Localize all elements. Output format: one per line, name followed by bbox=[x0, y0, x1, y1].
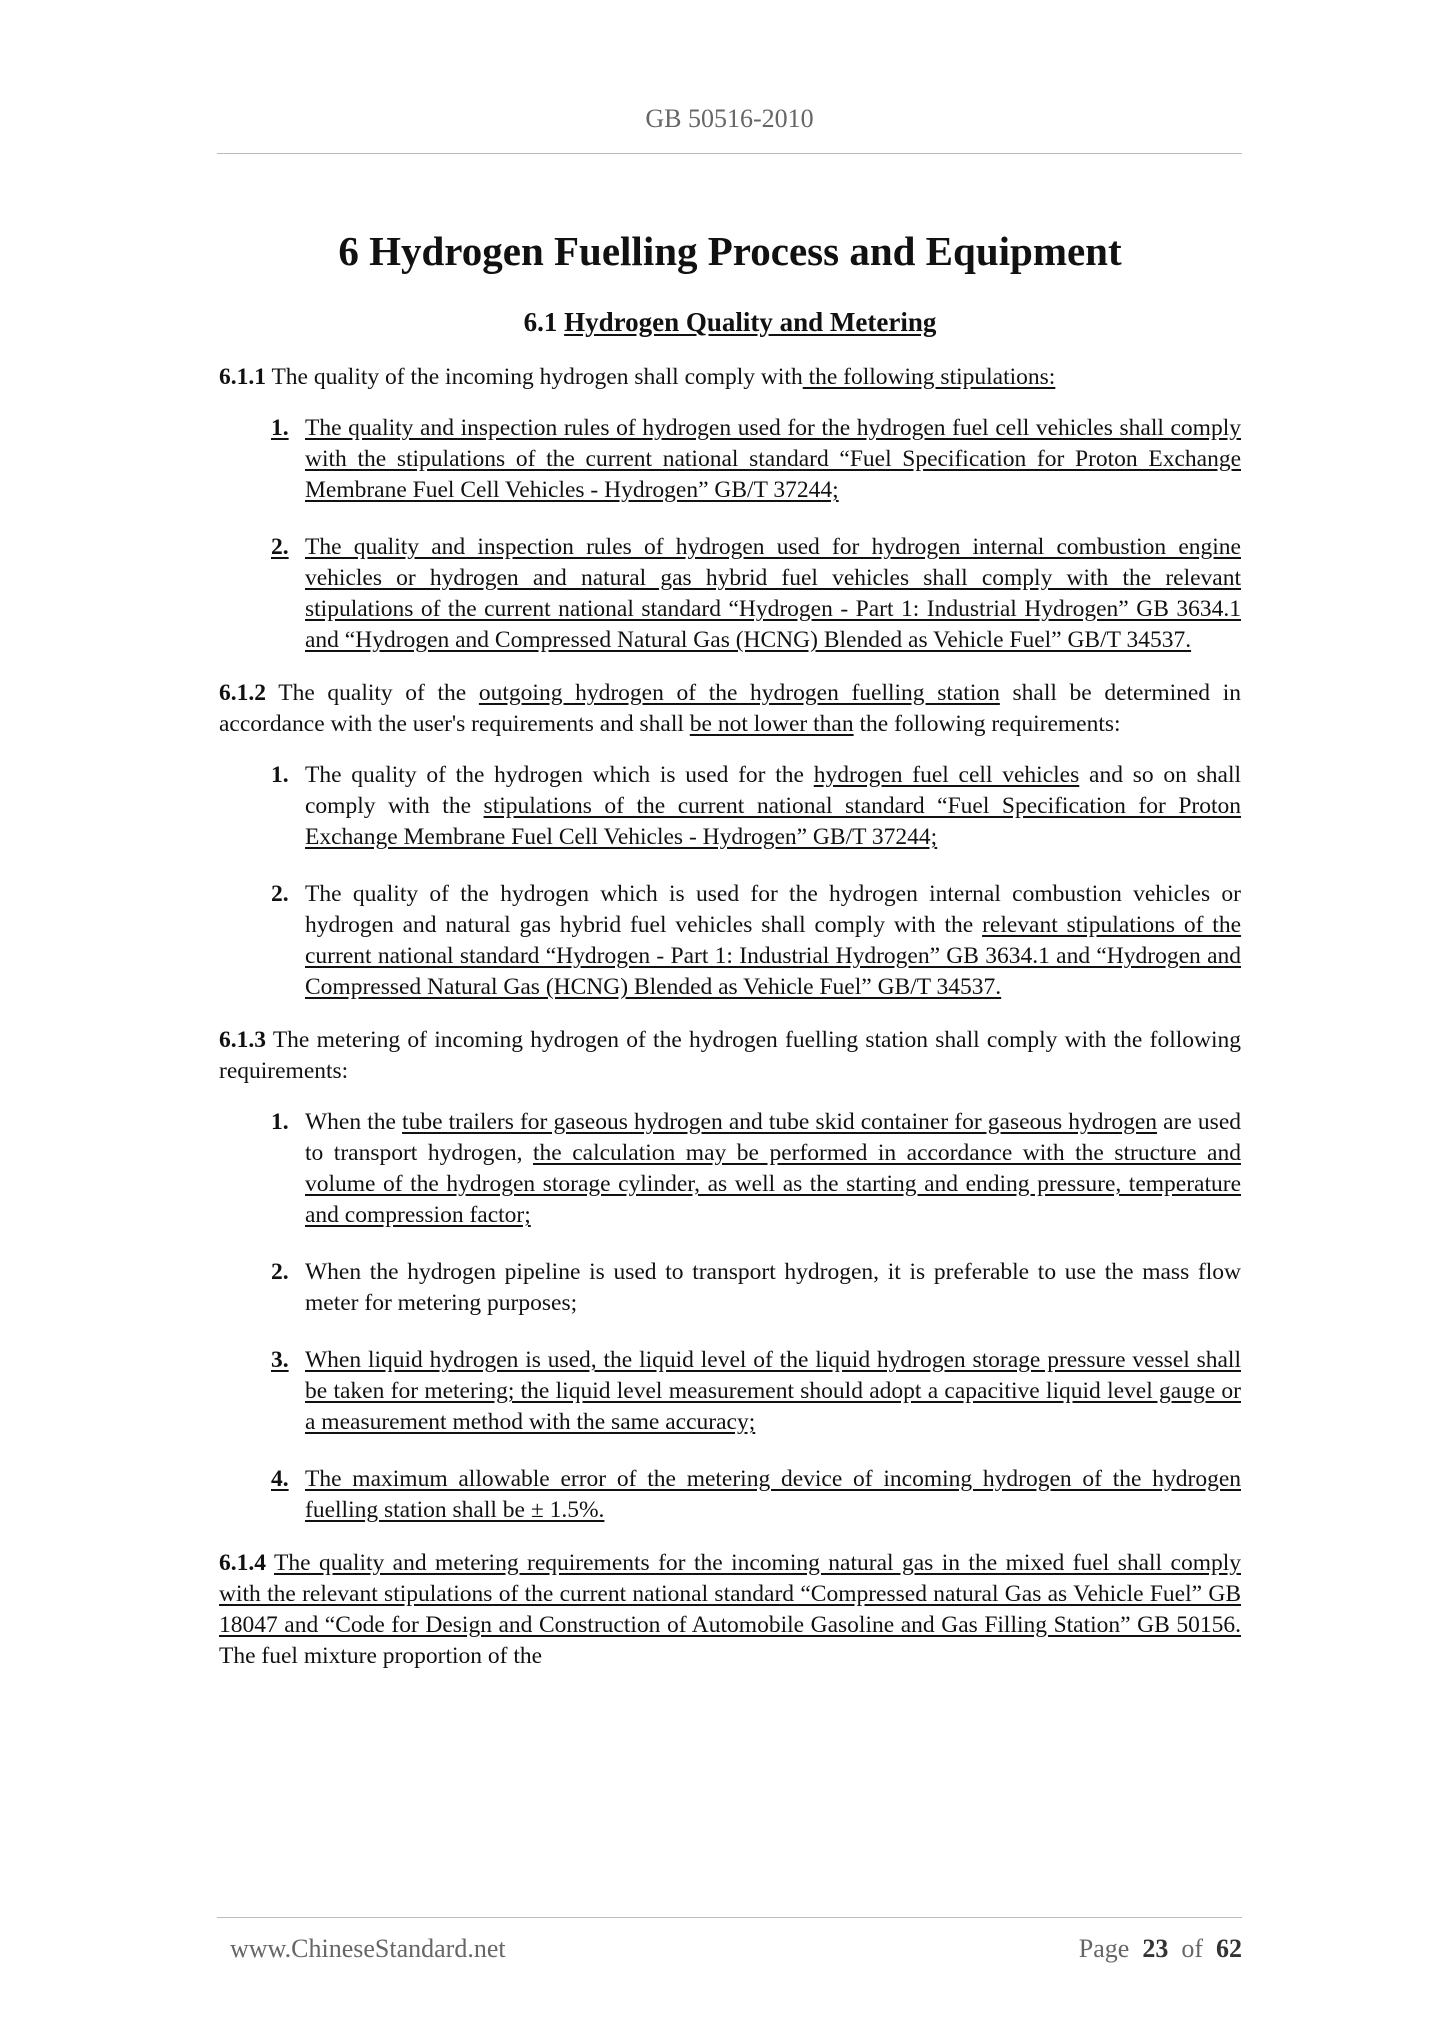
clause-6-1-2 bbox=[219, 678, 1241, 740]
clause-text: shall be determined in accordance with the user's requirements and shall bbox=[219, 680, 1241, 737]
item-number: 2. bbox=[271, 881, 289, 907]
clause-text: The quality of the bbox=[278, 680, 479, 706]
clause-6-1-3 bbox=[219, 1025, 1241, 1087]
page-content bbox=[219, 226, 1241, 1672]
item-text: When the bbox=[305, 1109, 403, 1135]
clause-text-underlined: be not lower than bbox=[689, 711, 854, 737]
footer-divider bbox=[217, 1917, 1242, 1918]
clause-text: the following requirements: bbox=[853, 711, 1121, 737]
clause-number: 6.1.4 bbox=[219, 1550, 266, 1576]
item-text: and so on shall comply with the bbox=[305, 762, 1242, 819]
item-text: The quality and inspection rules of hydrogen used for the hydrogen fuel cell vehicles shall comply with the stipulations of the current national standard “Fuel Specification for Proton Exchange Membrane Fuel Cell Vehicles - Hydrogen” GB/T 37244; bbox=[305, 415, 1241, 503]
item-text: The maximum allowable error of the metering device of incoming hydrogen of the hydrogen fuelling station shall be ± 1.5%. bbox=[305, 1466, 1241, 1523]
item-text: When liquid hydrogen is used, the liquid level of the liquid hydrogen storage pressure vessel shall be taken for metering; the liquid level measurement should adopt a capacitive liquid level gauge or a measurement method with the same accuracy; bbox=[305, 1347, 1241, 1435]
clause-text-underlined: the following stipulations: bbox=[802, 364, 1056, 390]
item-text: The quality of the hydrogen which is used for the hydrogen internal combustion vehicles or hydrogen and natural gas hybrid fuel vehicles shall comply with the bbox=[305, 881, 1241, 938]
clause-6-1-4 bbox=[219, 1548, 1241, 1672]
list-item bbox=[271, 760, 1241, 853]
clause-number: 6.1.1 bbox=[219, 364, 266, 390]
list-item bbox=[271, 879, 1241, 1003]
chapter-title: 6 Hydrogen Fuelling Process and Equipment bbox=[338, 228, 1122, 274]
item-number: 3. bbox=[271, 1347, 289, 1373]
item-text-underlined: stipulations of the current national standard “Fuel Specification for Proton Exchange Membrane Fuel Cell Vehicles - Hydrogen” GB/T 37244; bbox=[305, 793, 1241, 850]
page-header: GB 50516-2010 bbox=[645, 104, 814, 133]
item-number: 4. bbox=[271, 1466, 289, 1492]
item-text: The quality and inspection rules of hydrogen used for hydrogen internal combustion engine vehicles or hydrogen and natural gas hybrid fuel vehicles shall comply with the relevant stipulations of the current national standard “Hydrogen - Part 1: Industrial Hydrogen” GB 3634.1 and “Hydrogen and Compressed Natural Gas (HCNG) Blended as Vehicle Fuel” GB/T 34537. bbox=[305, 534, 1241, 653]
page-label: Page bbox=[1078, 1934, 1130, 1963]
item-text-underlined: the calculation may be performed in accordance with the structure and volume of the hydrogen storage cylinder, as well as the starting and ending pressure, temperature and compression factor; bbox=[305, 1140, 1241, 1228]
list-item bbox=[271, 413, 1241, 506]
clause-text-underlined: The quality and metering requirements for the incoming natural gas in the mixed fuel shall comply with the relevant stipulations of the current national standard “Compressed natural Gas as Vehicle Fuel” GB 18047 and “Code for Design and Construction of Automobile Gasoline and Gas Filling Station” GB 50156. bbox=[219, 1550, 1242, 1638]
item-number: 1. bbox=[271, 762, 289, 788]
clause-6-1-2-list bbox=[271, 760, 1241, 1003]
item-number: 1. bbox=[271, 415, 289, 441]
item-text-underlined: relevant stipulations of the current national standard “Hydrogen - Part 1: Industrial Hydrogen” GB 3634.1 and “Hydrogen and Compressed Natural Gas (HCNG) Blended as Vehicle Fuel” GB/T 34537. bbox=[305, 912, 1241, 1000]
header-divider bbox=[217, 153, 1242, 154]
list-item bbox=[271, 1257, 1241, 1319]
section-title-text: Hydrogen Quality and Metering bbox=[564, 307, 937, 337]
item-number: 1. bbox=[271, 1109, 289, 1135]
item-text: are used to transport hydrogen, bbox=[305, 1109, 1242, 1166]
list-item bbox=[271, 532, 1241, 656]
list-item bbox=[271, 1107, 1241, 1231]
section-number: 6.1 bbox=[523, 307, 558, 337]
clause-6-1-1-list bbox=[271, 413, 1241, 656]
item-text: The quality of the hydrogen which is used for the bbox=[305, 762, 814, 788]
section-title bbox=[219, 304, 1241, 340]
clause-number: 6.1.2 bbox=[219, 680, 266, 706]
item-text: When the hydrogen pipeline is used to transport hydrogen, it is preferable to use the mass flow meter for metering purposes; bbox=[305, 1259, 1241, 1316]
item-text-underlined: tube trailers for gaseous hydrogen and tube skid container for gaseous hydrogen bbox=[402, 1109, 1158, 1135]
list-item bbox=[271, 1345, 1241, 1438]
clause-6-1-3-list bbox=[271, 1107, 1241, 1526]
item-number: 2. bbox=[271, 534, 289, 560]
clause-number: 6.1.3 bbox=[219, 1027, 266, 1053]
current-page: 23 bbox=[1142, 1934, 1169, 1963]
clause-text: The metering of incoming hydrogen of the hydrogen fuelling station shall comply with the following requirements: bbox=[219, 1027, 1241, 1084]
page-number bbox=[1079, 1934, 1242, 1964]
item-number: 2. bbox=[271, 1259, 289, 1285]
footer-site-link[interactable]: www.ChineseStandard.net bbox=[230, 1934, 506, 1963]
clause-text: The quality of the incoming hydrogen shall comply with bbox=[271, 364, 803, 390]
clause-text-underlined: outgoing hydrogen of the hydrogen fuelling station bbox=[478, 680, 1000, 706]
list-item bbox=[271, 1464, 1241, 1526]
clause-text: The fuel mixture proportion of the bbox=[219, 1643, 543, 1669]
clause-6-1-1 bbox=[219, 362, 1241, 393]
of-label: of bbox=[1181, 1934, 1203, 1963]
total-pages: 62 bbox=[1216, 1934, 1242, 1963]
item-text-underlined: hydrogen fuel cell vehicles bbox=[813, 762, 1080, 788]
